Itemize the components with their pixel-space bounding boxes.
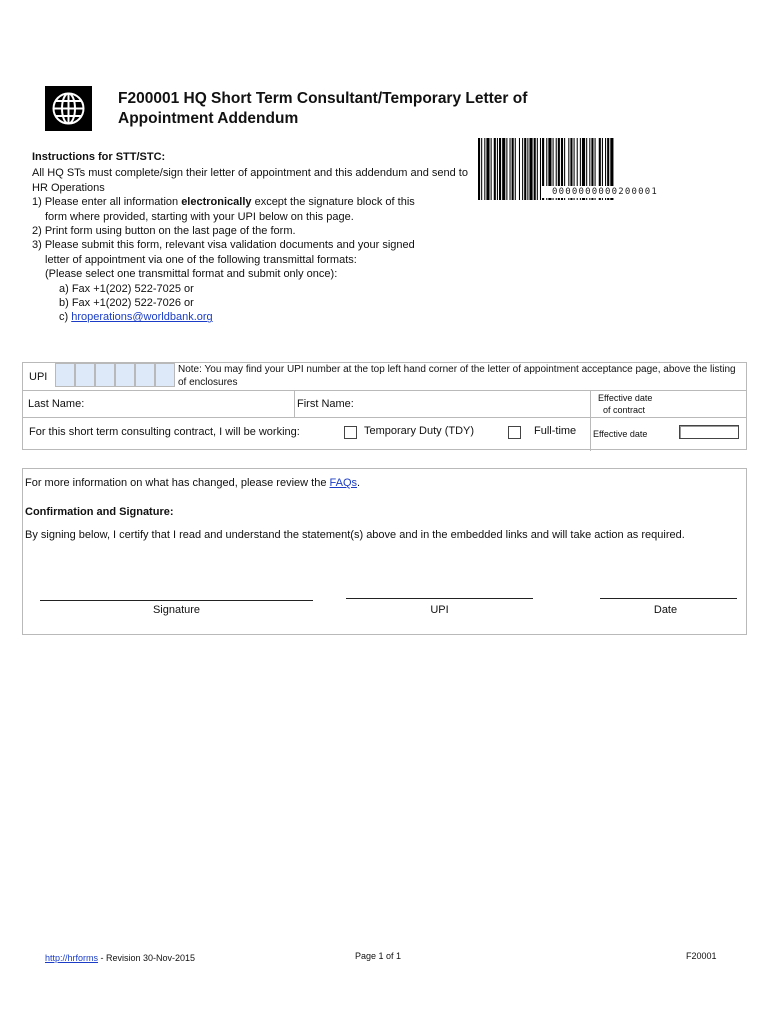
barcode-bar bbox=[524, 138, 526, 200]
date-label: Date bbox=[653, 604, 678, 616]
instruction-item-2: 2) Print form using button on the last page of the form. bbox=[32, 225, 296, 238]
world-bank-logo bbox=[45, 86, 92, 131]
upi-signature-label: UPI bbox=[430, 604, 449, 616]
hrforms-link[interactable]: http://hrforms bbox=[45, 953, 99, 963]
page-title: F200001 HQ Short Term Consultant/Temporary Letter of Appointment Addendum bbox=[118, 90, 528, 127]
barcode-bar bbox=[497, 138, 498, 200]
instruction-item-1 bbox=[32, 195, 472, 209]
page-number: Page 1 of 1 bbox=[355, 951, 402, 961]
upi-digit-input[interactable] bbox=[95, 363, 115, 387]
instruction-item-3-note: (Please select one transmittal format and submit only once): bbox=[45, 268, 338, 281]
effective-date-label: Effective date bbox=[593, 429, 648, 439]
instructions-section bbox=[32, 150, 472, 325]
instruction-text: 1) Please enter all information bbox=[32, 196, 182, 209]
upi-note: Note: You may find your UPI number at the top left hand corner of the letter of appointment acceptance page, above the listing of enclosures bbox=[178, 364, 736, 388]
fulltime-option-label: Full-time bbox=[534, 425, 577, 437]
first-name-field[interactable] bbox=[363, 391, 588, 417]
faqs-link[interactable]: FAQs bbox=[329, 477, 358, 489]
column-divider bbox=[590, 390, 591, 451]
tdy-option-label: Temporary Duty (TDY) bbox=[364, 425, 475, 437]
effective-date-input[interactable] bbox=[679, 425, 739, 439]
barcode-bar bbox=[494, 138, 496, 200]
personal-info-form bbox=[22, 362, 747, 450]
first-name-label: First Name: bbox=[297, 398, 354, 410]
barcode-bar bbox=[519, 138, 520, 200]
barcode-bar bbox=[540, 138, 541, 200]
transmittal-option-c bbox=[32, 310, 472, 324]
barcode-bar bbox=[512, 138, 514, 200]
instruction-item-3: 3) Please submit this form, relevant visa validation documents and your signed bbox=[32, 239, 415, 252]
faq-info-suffix: . bbox=[357, 477, 361, 489]
instruction-emphasis: electronically bbox=[181, 196, 252, 209]
barcode-bar bbox=[502, 138, 505, 200]
barcode-bar bbox=[481, 138, 482, 200]
faq-info-prefix: For more information on what has changed, please review the bbox=[25, 477, 330, 489]
upi-digit-input[interactable] bbox=[135, 363, 155, 387]
date-line bbox=[600, 598, 737, 599]
last-name-label: Last Name: bbox=[28, 398, 85, 410]
faq-info-text bbox=[25, 477, 360, 489]
upi-input-group bbox=[55, 363, 175, 389]
instruction-item-3-cont: letter of appointment via one of the following transmittal formats: bbox=[45, 253, 357, 266]
barcode-bar bbox=[510, 138, 511, 200]
barcode-bar bbox=[529, 138, 532, 200]
barcode-bar bbox=[478, 138, 480, 200]
upi-signature-line bbox=[346, 598, 533, 599]
barcode-bar bbox=[527, 138, 528, 200]
barcode-bar bbox=[486, 138, 489, 200]
upi-digit-input[interactable] bbox=[55, 363, 75, 387]
last-name-field[interactable] bbox=[83, 391, 293, 417]
barcode-bar bbox=[537, 138, 538, 200]
revision-text: - Revision 30-Nov-2015 bbox=[98, 953, 196, 963]
signature-line bbox=[40, 600, 313, 601]
barcode-bar bbox=[534, 138, 536, 200]
certification-statement: By signing below, I certify that I read and understand the statement(s) above and in the embedded links and will take action as required. bbox=[25, 529, 685, 541]
barcode-bar bbox=[499, 138, 501, 200]
upi-digit-input[interactable] bbox=[115, 363, 135, 387]
upi-digit-input[interactable] bbox=[75, 363, 95, 387]
column-divider bbox=[294, 390, 295, 417]
form-code: F20001 bbox=[686, 951, 717, 961]
row-divider bbox=[23, 417, 746, 418]
signature-label: Signature bbox=[152, 604, 201, 616]
barcode-bar bbox=[491, 138, 492, 200]
instructions-heading: Instructions for STT/STC: bbox=[32, 151, 166, 163]
barcode-bar bbox=[515, 138, 516, 200]
fulltime-checkbox[interactable] bbox=[508, 426, 521, 439]
transmittal-option-a: a) Fax +1(202) 522-7025 or bbox=[59, 282, 194, 295]
barcode-bar bbox=[506, 138, 507, 200]
confirmation-heading: Confirmation and Signature: bbox=[25, 506, 174, 518]
option-prefix: c) bbox=[59, 311, 72, 324]
barcode-number: 0000000000200001 bbox=[542, 186, 668, 198]
barcode-bar bbox=[522, 138, 523, 200]
working-type-label: For this short term consulting contract, I will be working: bbox=[29, 426, 300, 438]
effective-date-subheader: of contract bbox=[603, 405, 646, 415]
confirmation-section bbox=[22, 468, 747, 635]
transmittal-option-b: b) Fax +1(202) 522-7026 or bbox=[59, 297, 194, 310]
effective-date-header: Effective date bbox=[598, 393, 653, 403]
upi-digit-input[interactable] bbox=[155, 363, 175, 387]
instruction-text: except the signature block of this bbox=[251, 196, 415, 209]
instruction-item-1-cont: form where provided, starting with your UPI below on this page. bbox=[45, 210, 354, 223]
upi-label: UPI bbox=[29, 371, 48, 383]
footer-left bbox=[45, 953, 195, 963]
instructions-line: All HQ STs must complete/sign their letter of appointment and this addendum and send to HR Operations bbox=[32, 167, 468, 194]
tdy-checkbox[interactable] bbox=[344, 426, 357, 439]
hroperations-email-link[interactable]: hroperations@worldbank.org bbox=[71, 311, 213, 324]
globe-icon bbox=[45, 86, 92, 131]
barcode-bar bbox=[484, 138, 485, 200]
